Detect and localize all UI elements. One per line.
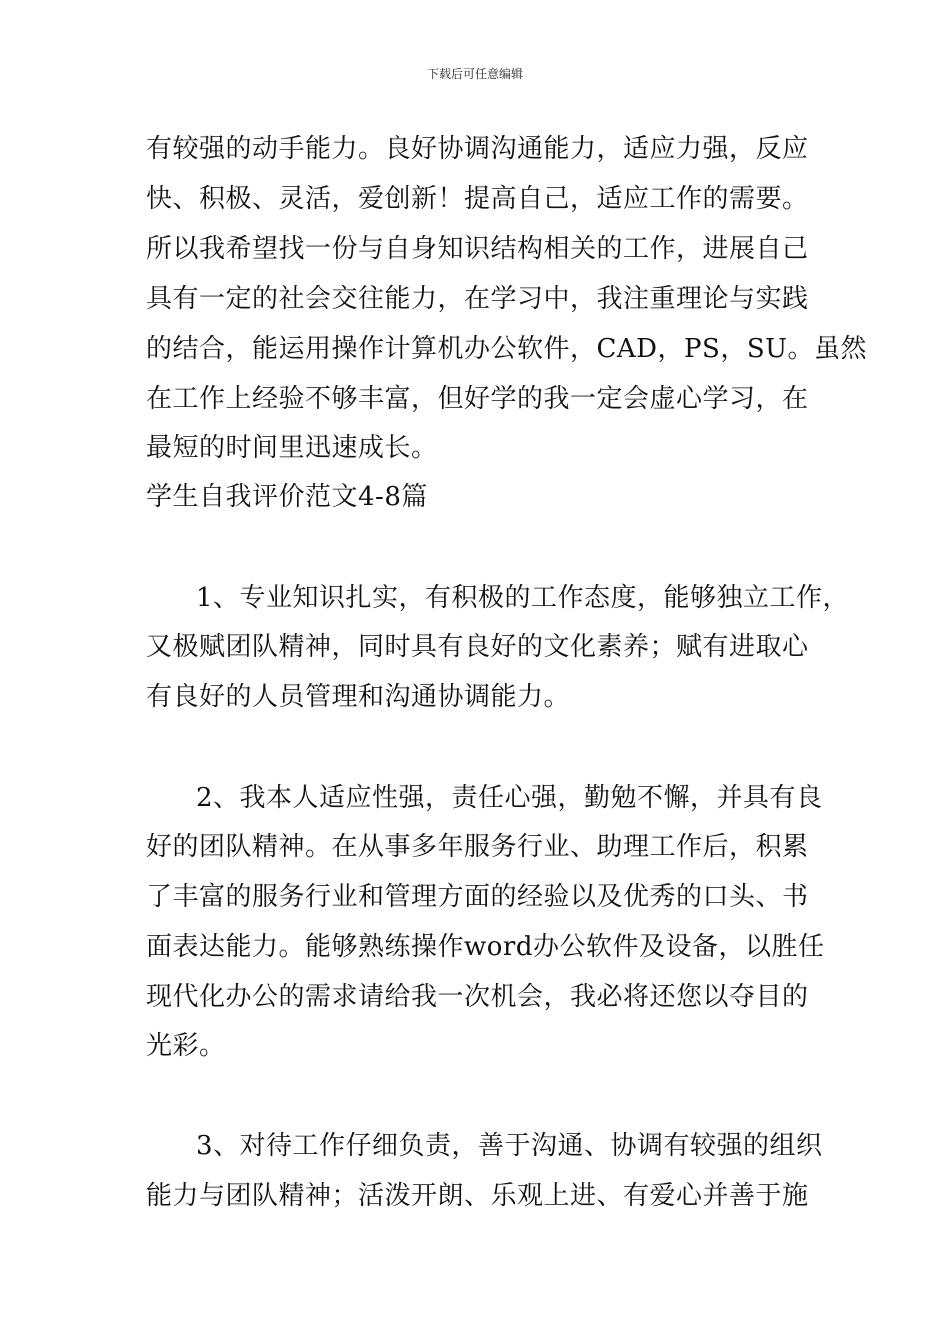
text-line: 光彩。 [146,1031,226,1061]
text-line: 又极赋团队精神，同时具有良好的文化素养；赋有进取心 [146,632,809,662]
text-line: 现代化办公的需求请给我一次机会，我必将还您以夺目的 [146,982,809,1012]
text-line: 1、专业知识扎实，有积极的工作态度，能够独立工作， [196,583,850,613]
text-line: 所以我希望找一份与自身知识结构相关的工作，进展自己 [146,234,809,264]
text-line: 能力与团队精神；活泼开朗、乐观上进、有爱心并善于施 [146,1181,809,1211]
text-line: 快、积极、灵活，爱创新！提高自己，适应工作的需要。 [146,184,809,214]
text-line: 的结合，能运用操作计算机办公软件，CAD，PS，SU。虽然 [146,334,868,364]
text-line: 最短的时间里迅速成长。 [146,433,438,463]
text-line: 面表达能力。能够熟练操作word办公软件及设备，以胜任 [146,932,825,962]
text-line: 有良好的人员管理和沟通协调能力。 [146,682,571,712]
page-header-note: 下载后可任意编辑 [426,67,523,81]
text-line: 具有一定的社会交往能力，在学习中，我注重理论与实践 [146,284,809,314]
text-line: 2、我本人适应性强，责任心强，勤勉不懈，并具有良 [196,783,823,813]
text-line: 在工作上经验不够丰富，但好学的我一定会虚心学习，在 [146,384,809,414]
section-title: 学生自我评价范文4-8篇 [146,482,428,512]
text-line: 3、对待工作仔细负责，善于沟通、协调有较强的组织 [196,1131,823,1161]
text-line: 了丰富的服务行业和管理方面的经验以及优秀的口头、书 [146,882,809,912]
text-line: 好的团队精神。在从事多年服务行业、助理工作后，积累 [146,832,809,862]
text-line: 有较强的动手能力。良好协调沟通能力，适应力强，反应 [146,134,809,164]
